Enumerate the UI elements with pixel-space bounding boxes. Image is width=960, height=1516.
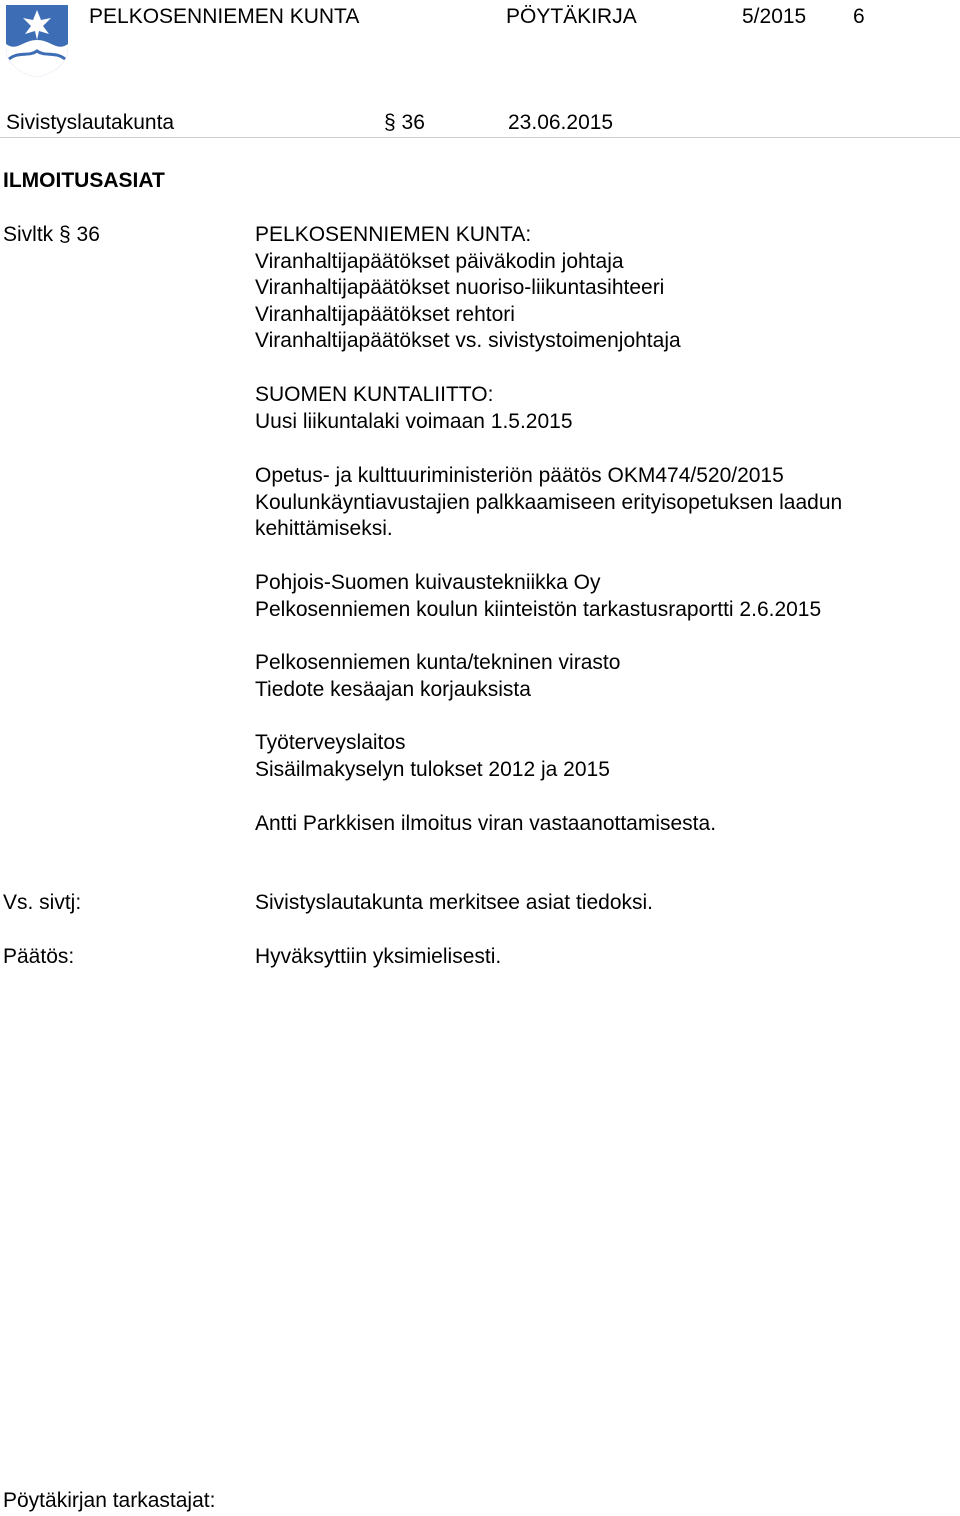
- header-body-name: Sivistyslautakunta: [6, 111, 175, 134]
- notice-block: [255, 570, 821, 623]
- proposal-text: Sivistyslautakunta merkitsee asiat tiedoksi.: [255, 891, 654, 914]
- header-doc-number: 5/2015: [742, 5, 807, 28]
- notice-line: Pelkosenniemen koulun kiinteistön tarkastusraportti 2.6.2015: [255, 597, 822, 621]
- notice-line: PELKOSENNIEMEN KUNTA:: [255, 223, 532, 246]
- notice-line: Uusi liikuntalaki voimaan 1.5.2015: [255, 409, 573, 433]
- page-title: ILMOITUSASIAT: [3, 169, 165, 192]
- header-date: 23.06.2015: [508, 111, 614, 134]
- header-page-number: 6: [853, 5, 865, 28]
- notice-line: Viranhaltijapäätökset rehtori: [255, 302, 515, 326]
- notice-block: [255, 222, 681, 355]
- notice-block: [255, 382, 573, 435]
- header-municipality: PELKOSENNIEMEN KUNTA: [89, 5, 360, 28]
- notice-block: [255, 650, 620, 703]
- notice-line: Tiedote kesäajan korjauksista: [255, 677, 531, 701]
- notice-line: Viranhaltijapäätökset vs. sivistystoimenjohtaja: [255, 329, 681, 353]
- notice-block: [255, 463, 842, 543]
- decision-text: Hyväksyttiin yksimielisesti.: [255, 945, 502, 968]
- header-section: § 36: [384, 111, 425, 134]
- item-label: Sivltk § 36: [3, 223, 100, 246]
- notice-line: Opetus- ja kulttuuriministeriön päätös OKM474/520/2015: [255, 464, 784, 487]
- municipal-crest-icon: [5, 4, 69, 78]
- notice-line: Viranhaltijapäätökset päiväkodin johtaja: [255, 249, 624, 273]
- header-divider: [0, 137, 960, 138]
- notice-line: SUOMEN KUNTALIITTO:: [255, 383, 494, 406]
- decision-label: Päätös:: [3, 945, 75, 968]
- notice-block: [255, 730, 610, 783]
- notice-line: Antti Parkkisen ilmoitus viran vastaanottamisesta.: [255, 812, 717, 835]
- notice-line: Pelkosenniemen kunta/tekninen virasto: [255, 651, 621, 674]
- notice-line: Koulunkäyntiavustajien palkkaamiseen erityisopetuksen laadun: [255, 490, 843, 514]
- notice-line: Työterveyslaitos: [255, 731, 406, 754]
- header-doc-type: PÖYTÄKIRJA: [506, 5, 637, 28]
- notice-line: Sisäilmakyselyn tulokset 2012 ja 2015: [255, 757, 610, 781]
- notice-block: [255, 811, 716, 838]
- notice-line: kehittämiseksi.: [255, 517, 393, 541]
- notice-line: Viranhaltijapäätökset nuoriso-liikuntasihteeri: [255, 276, 665, 300]
- notice-line: Pohjois-Suomen kuivaustekniikka Oy: [255, 571, 601, 594]
- footer-reviewers-label: Pöytäkirjan tarkastajat:: [3, 1489, 216, 1512]
- proposal-label: Vs. sivtj:: [3, 891, 82, 914]
